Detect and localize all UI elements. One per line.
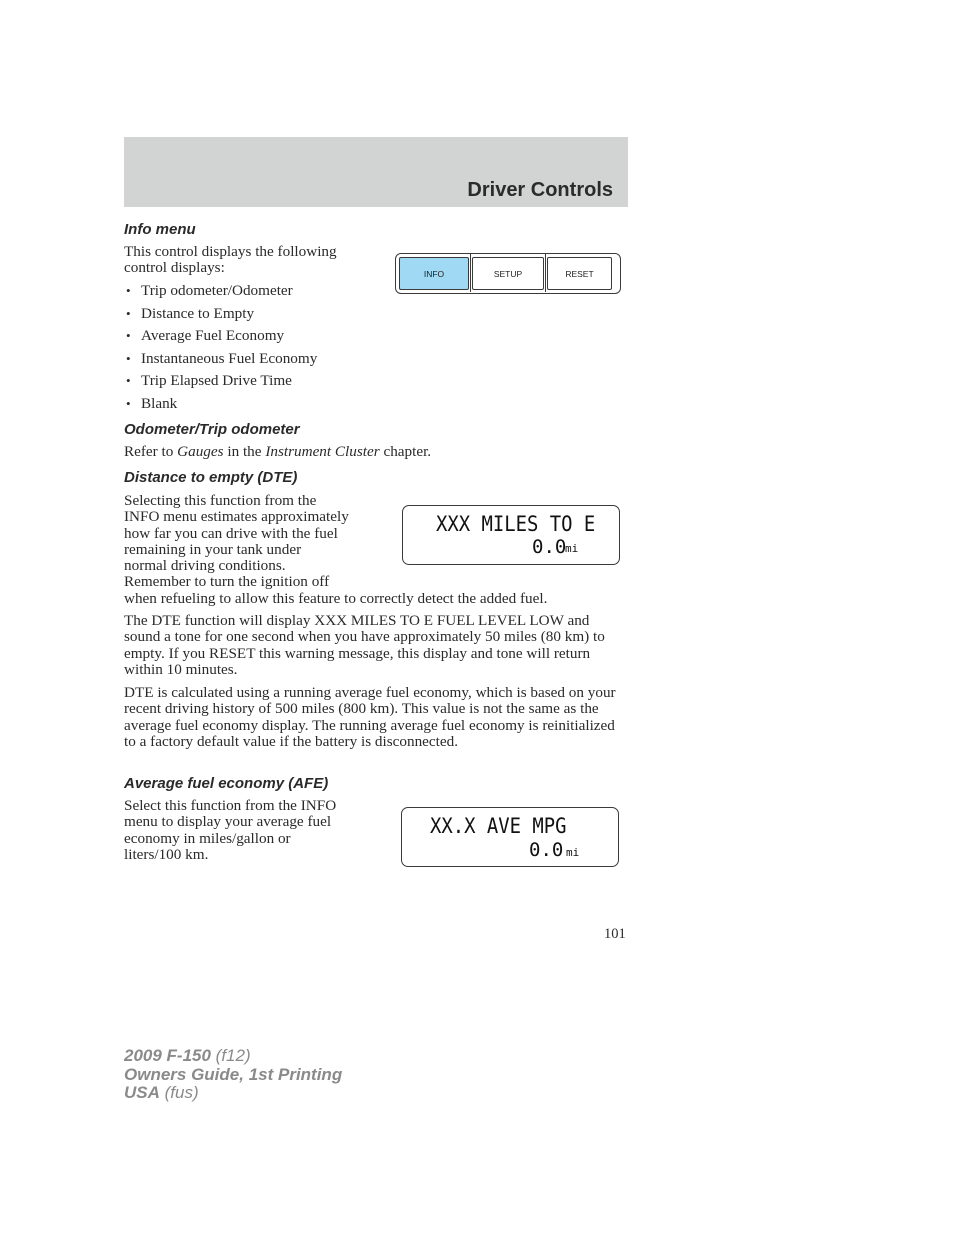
odometer-heading: Odometer/Trip odometer [124, 421, 300, 438]
footer-model: 2009 F-150 [124, 1046, 211, 1065]
list-item: • Trip odometer/Odometer [124, 281, 317, 304]
text-line: when refueling to allow this feature to correctly detect the added fuel. [124, 589, 548, 607]
info-menu-intro [124, 244, 337, 277]
dte-display [402, 505, 620, 565]
list-item: • Average Fuel Economy [124, 326, 317, 349]
list-item: • Blank [124, 394, 317, 417]
text-run: chapter. [379, 443, 432, 460]
text-line: menu to display your average fuel [124, 813, 332, 831]
section-title: Driver Controls [467, 179, 613, 201]
info-button[interactable]: INFO [399, 257, 469, 290]
afe-heading: Average fuel economy (AFE) [124, 775, 329, 792]
text-line: INFO menu estimates approximately [124, 508, 349, 526]
footer-region: USA [124, 1083, 160, 1102]
dte-paragraph-2: The DTE function will display XXX MILES TO E FUEL LEVEL LOW and sound a tone for one second when you have approximately 50 miles (80 km) to empty. If you RESET this warning message, this display and tone will return within 10 minutes. [124, 612, 605, 678]
list-item: • Instantaneous Fuel Economy [124, 349, 317, 372]
info-menu-list [124, 281, 317, 417]
display-unit: mi [565, 542, 579, 555]
intro-line-1: This control displays the following [124, 243, 337, 260]
odometer-text [124, 444, 431, 460]
reset-button[interactable]: RESET [547, 257, 612, 290]
text-line: Select this function from the INFO [124, 797, 337, 814]
display-message: XXX MILES TO E [436, 512, 596, 536]
list-item: • Distance to Empty [124, 304, 317, 327]
footer-model-code: (f12) [210, 1046, 251, 1065]
afe-display [401, 807, 619, 867]
footer-line-3 [124, 1084, 342, 1103]
display-value: 0.0 [532, 536, 567, 558]
afe-paragraph [124, 798, 336, 863]
list-item: • Trip Elapsed Drive Time [124, 371, 317, 394]
text-line: remaining in your tank under [124, 540, 302, 558]
setup-button[interactable]: SETUP [472, 257, 544, 290]
text-line: normal driving conditions. [124, 557, 286, 575]
info-menu-heading: Info menu [124, 221, 196, 238]
button-divider [545, 254, 546, 292]
footer-region-code: (fus) [159, 1083, 199, 1102]
display-value: 0.0 [529, 839, 564, 861]
footer-line-2 [124, 1066, 342, 1085]
display-message: XX.X AVE MPG [430, 814, 567, 838]
dte-heading: Distance to empty (DTE) [124, 469, 298, 486]
text-line: Selecting this function from the [124, 492, 317, 509]
footer-line-1 [124, 1047, 342, 1066]
button-divider [470, 254, 471, 292]
display-unit: mi [566, 846, 580, 859]
intro-line-2: control displays: [124, 259, 225, 277]
footer-guide: Owners Guide, 1st Printing [124, 1064, 343, 1084]
text-line: economy in miles/gallon or [124, 829, 291, 847]
text-line: liters/100 km. [124, 845, 209, 863]
page-number: 101 [604, 926, 626, 942]
text-run: Refer to [124, 443, 178, 460]
text-line: how far you can drive with the fuel [124, 524, 338, 542]
text-line: Remember to turn the ignition off [124, 573, 330, 591]
dte-paragraph-3: DTE is calculated using a running average fuel economy, which is based on your recent driving history of 500 miles (800 km). This value is not the same as the average fuel economy display. The running average fuel economy is reinitialized to a factory default value if the battery is disconnected. [124, 684, 616, 750]
document-footer [124, 1047, 342, 1103]
gauges-reference: Gauges [177, 443, 224, 460]
control-button-panel [395, 253, 621, 294]
section-header-band [124, 137, 628, 207]
cluster-reference: Instrument Cluster [265, 443, 380, 460]
text-run: in the [223, 443, 266, 460]
